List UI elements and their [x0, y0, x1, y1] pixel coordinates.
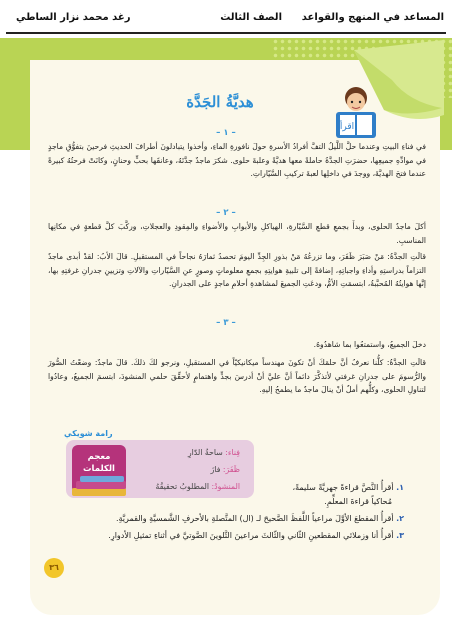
section-2-text: أكلَ ماجدٌ الحلوى، وبدأَ بجمعِ قطعِ السَّيّارةِ، الهياكلِ والأبوابِ والأضواءِ والمِقودِ والعجلاتِ، وركَّبَ كلَّ قطعةٍ في مكانِها المناسبِ. — [48, 222, 426, 245]
section-1-text: في فناءِ البيتِ وعندما حلَّ اللَّيلُ التفَّ أفرادُ الأسرةِ حولَ نافورةِ الماءِ، وأخذوا يتبادلونَ أطرافَ الحديثِ فرحينَ بتفوُّقِ ماجدٍ في موادِّهِ جميعِها، حضرَتِ الجدَّةُ حاملةً معها هديَّةً وعلبةَ حلوى. شكرَ ماجدٌ جدَّتَهُ، وعانقَها بحبٍّ وحنانٍ، وكانَتْ فرحتُهُ كبيرةً عندما فتحَ الهديَّةَ، ووجدَ في داخلِها لعبةَ تركيبِ السَّيّاراتِ. — [48, 142, 426, 179]
lesson-title: هديَّةُ الجَدَّة — [186, 93, 254, 111]
exercise-number: ٢. — [396, 514, 404, 523]
section-number: – ١ – — [216, 128, 236, 138]
glossary-word: المنشودُ: — [211, 482, 240, 491]
page-number: ٣٦ — [44, 558, 64, 578]
exercise-number: ١. — [396, 483, 404, 492]
glossary-word: ظَفَرَ: — [222, 465, 240, 474]
glossary-meaning: فازَ — [210, 465, 221, 474]
books-icon — [70, 476, 130, 498]
glossary-entry — [188, 448, 240, 457]
glossary-entry — [156, 482, 240, 491]
glossary-word: فِناء: — [225, 448, 240, 457]
glossary-meaning: المطلوبُ تحقيقُهُ — [155, 482, 210, 491]
exercise-text: أقرأُ النَّصَّ قراءةً جهريَّةً سليمةً، — [292, 483, 394, 492]
glossary-tab-label: معجم — [87, 452, 111, 462]
exercise-item — [324, 497, 392, 506]
section-number: – ٢ – — [216, 208, 236, 218]
section-3-text: دخلَ الجميعُ، واستمتعُوا بما شاهدُوهُ. — [313, 340, 426, 349]
section-3-text-cont: قالَتِ الجدَّةُ: كلُّنا نعرفُ أنَّ حلمَكَ أنْ تكونَ مهندساً ميكانيكيّاً في المستقبلِ، ونرجو لكَ ذلكَ. قالَ ماجدٌ: وضعْتُ الصُّورَ والرُّسومَ على جدرانِ غرفتي لأتذكَّرَ دائماً أنَّ عليَّ أنْ أدرسَ بجدٍّ واهتمامٍ لأحقِّقَ حلمي المنشودَ، ابتسمَ الجميعُ، وعادُوا لتناولِ الحلوى، وكلُّهم أملٌ أنْ ينالَ ماجدٌ ما يطمحُ إليهِ. — [48, 358, 426, 395]
exercise-text: أقرأُ المقطعَ الأوَّلَ مراعياً اللَّفظَ الصَّحيحَ لـ (ال) المتَّصلةِ بالأحرفِ الشَّمسيَّةِ والقمريَّةِ. — [115, 514, 394, 523]
exercise-text: مُحاكياً قراءةَ المعلِّمِ. — [324, 497, 392, 506]
exercise-item — [293, 483, 404, 492]
exercise-text: أقرأُ أنا وزملائي المقطعينِ الثّاني والثّالثَ مراعينَ التَّلوينَ الصَّوتيَّ في أثناءِ تمثيلِ الأدوارِ. — [108, 531, 394, 540]
header-divider — [6, 32, 446, 34]
section-2-text-cont: قالَتِ الجدَّةُ: مَنْ صَبَرَ ظَفَرَ، وما تزرعُهُ مَنْ بذورِ الجِدِّ اليومَ تحصدُ ثمارَهُ نجاحاً في المستقبلِ. قالَ الأبُ: لقدْ أبدى ماجدٌ التزاماً بدراستِهِ وأداءِ واجباتِهِ، إضافةً إلى تلبيةِ هوايتِهِ بجمعِ معلوماتٍ وصورٍ عنِ السَّيّاراتِ والآلاتِ وتزيينِ جدرانِ غرفتِهِ بها، إنَّها هوايتُهُ المُحبَّبةُ، ابتسمَتِ الأمُّ، ودعَتِ الجميعَ لمشاهدةِ أحلامِ ماجدٍ على الجدرانِ. — [48, 252, 426, 289]
glossary-tab-label: الكلمات — [83, 464, 115, 474]
glossary-meaning: ساحةُ الدّارِ — [187, 448, 223, 457]
poet-name: رامة شويكي — [64, 429, 113, 438]
section-number: – ٣ – — [216, 318, 236, 328]
author-name: رغد محمد نزار الساطي — [16, 12, 131, 23]
grade-label: الصف الثالث — [220, 12, 282, 23]
exercise-item — [108, 531, 404, 540]
exercise-item — [116, 514, 404, 523]
exercise-number: ٣. — [396, 531, 404, 540]
page-header — [0, 0, 452, 38]
glossary-entry — [211, 465, 240, 474]
book-title: المساعد في المنهج والقواعد — [301, 12, 444, 23]
svg-text:اقرأ: اقرأ — [339, 122, 355, 132]
